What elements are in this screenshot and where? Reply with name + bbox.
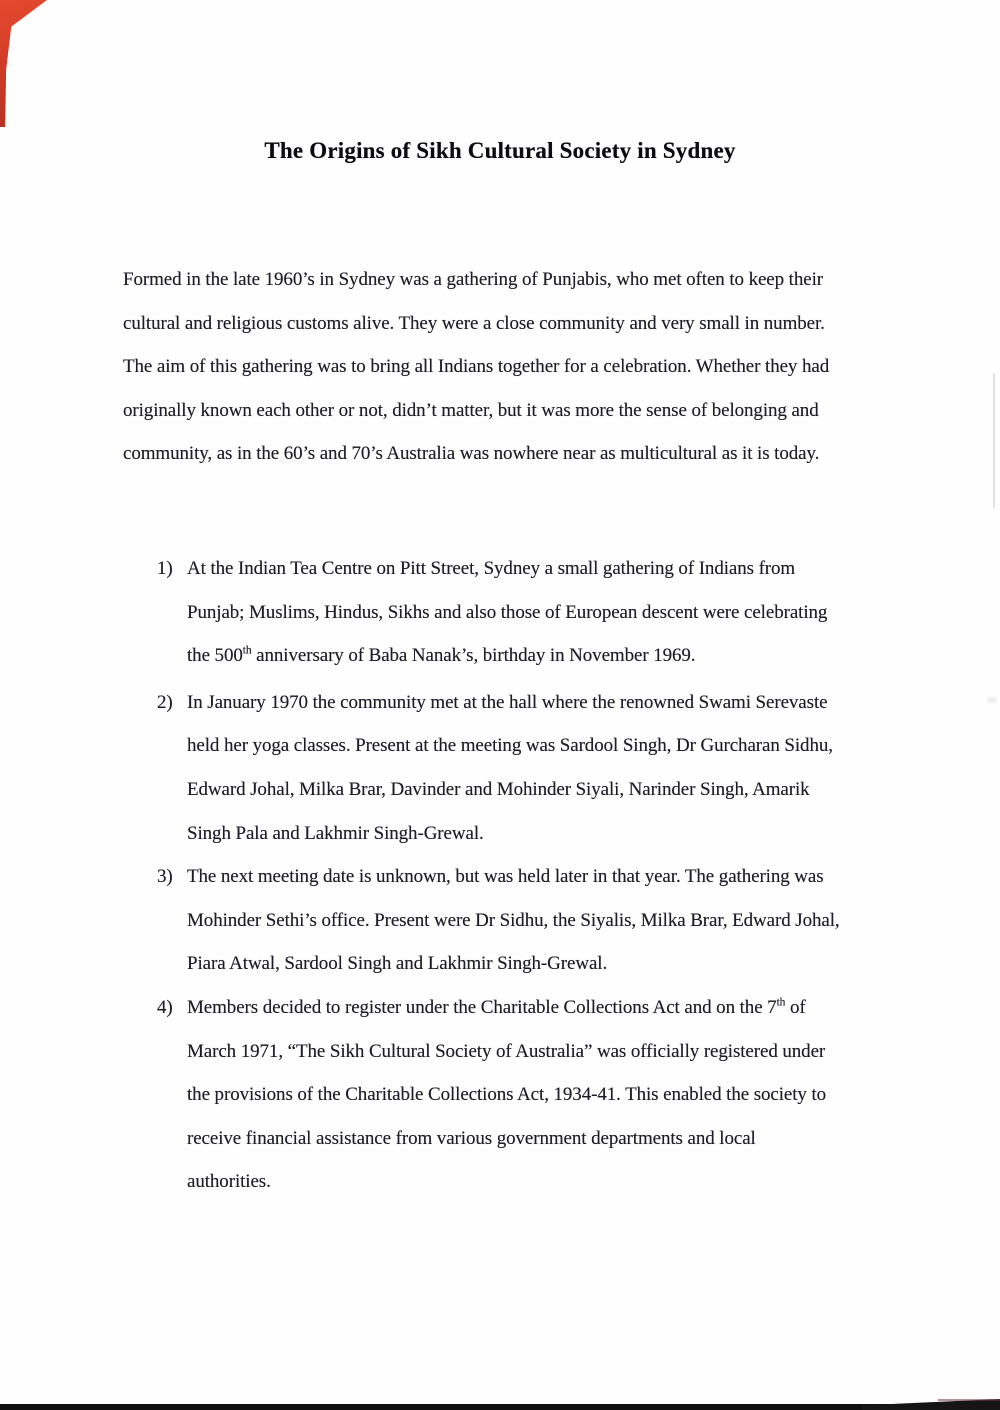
list-item-line (123, 558, 933, 602)
intro-line: community, as in the 60’s and 70’s Australia was nowhere near as multicultural as it is today. (123, 443, 820, 465)
list-item-line: Edward Johal, Milka Brar, Davinder and Mohinder Siyali, Narinder Singh, Amarik (187, 778, 810, 800)
list-item-3 (123, 866, 933, 997)
intro-paragraph (123, 269, 923, 487)
document-title: The Origins of Sikh Cultural Society in Sydney (264, 138, 736, 163)
bottom-scan-edge (0, 1404, 1000, 1410)
red-corner-scan-artifact (0, 0, 47, 127)
list-item-1 (123, 558, 933, 689)
list-item-text: the 500 (187, 645, 243, 667)
list-item-line: March 1971, “The Sikh Cultural Society of Australia” was officially registered under (187, 1040, 826, 1062)
list-item-line (123, 645, 933, 689)
list-item-number: 1) (157, 558, 173, 579)
intro-line: cultural and religious customs alive. They were a close community and very small in number. (123, 312, 825, 334)
list-item-number: 3) (157, 866, 173, 888)
list-item-line: receive financial assistance from various government departments and local (187, 1127, 756, 1149)
list-item-2 (123, 692, 933, 866)
ordinal-superscript: th (776, 996, 786, 1009)
list-item-line: Punjab; Muslims, Hindus, Sikhs and also those of European descent were celebrating (187, 601, 828, 623)
list-item-line: held her yoga classes. Present at the meeting was Sardool Singh, Dr Gurcharan Sidhu, (187, 735, 833, 757)
list-item-line: the provisions of the Charitable Collections Act, 1934-41. This enabled the society to (187, 1084, 827, 1106)
ordinal-superscript: th (242, 644, 252, 657)
list-item-line: Singh Pala and Lakhmir Singh-Grewal. (187, 822, 484, 844)
list-item-line (123, 997, 933, 1041)
list-item-line: Piara Atwal, Sardool Singh and Lakhmir Singh-Grewal. (187, 953, 608, 975)
intro-line: Formed in the late 1960’s in Sydney was a gathering of Punjabis, who met often to keep their (123, 269, 823, 290)
list-item-number: 4) (157, 996, 173, 1018)
list-item-text: In January 1970 the community met at the hall where the renowned Swami Serevaste (187, 691, 828, 713)
list-item-text: At the Indian Tea Centre on Pitt Street, Sydney a small gathering of Indians from (187, 558, 796, 579)
list-item-text: anniversary of Baba Nanak’s, birthday in November 1969. (251, 645, 696, 667)
list-item-text: The next meeting date is unknown, but was held later in that year. The gathering was (187, 866, 824, 888)
list-item-line (123, 692, 933, 736)
bottom-scan-edge-tint (938, 1399, 1000, 1401)
list-item-line: authorities. (187, 1171, 271, 1193)
intro-line: originally known each other or not, didn’t matter, but it was more the sense of belonging and (123, 399, 819, 421)
list-item-text: Members decided to register under the Charitable Collections Act and on the 7 (187, 996, 777, 1018)
right-scan-edge-line (993, 373, 995, 508)
numbered-list (123, 558, 933, 1215)
list-item-text: of (785, 996, 806, 1018)
list-item-line (123, 866, 933, 910)
list-item-line: Mohinder Sethi’s office. Present were Dr Sidhu, the Siyalis, Milka Brar, Edward Johal, (187, 909, 840, 931)
intro-line: The aim of this gathering was to bring all Indians together for a celebration. Whether they had (123, 356, 830, 378)
list-item-4 (123, 997, 933, 1215)
list-item-number: 2) (157, 691, 173, 713)
right-scan-smudge (987, 697, 997, 703)
